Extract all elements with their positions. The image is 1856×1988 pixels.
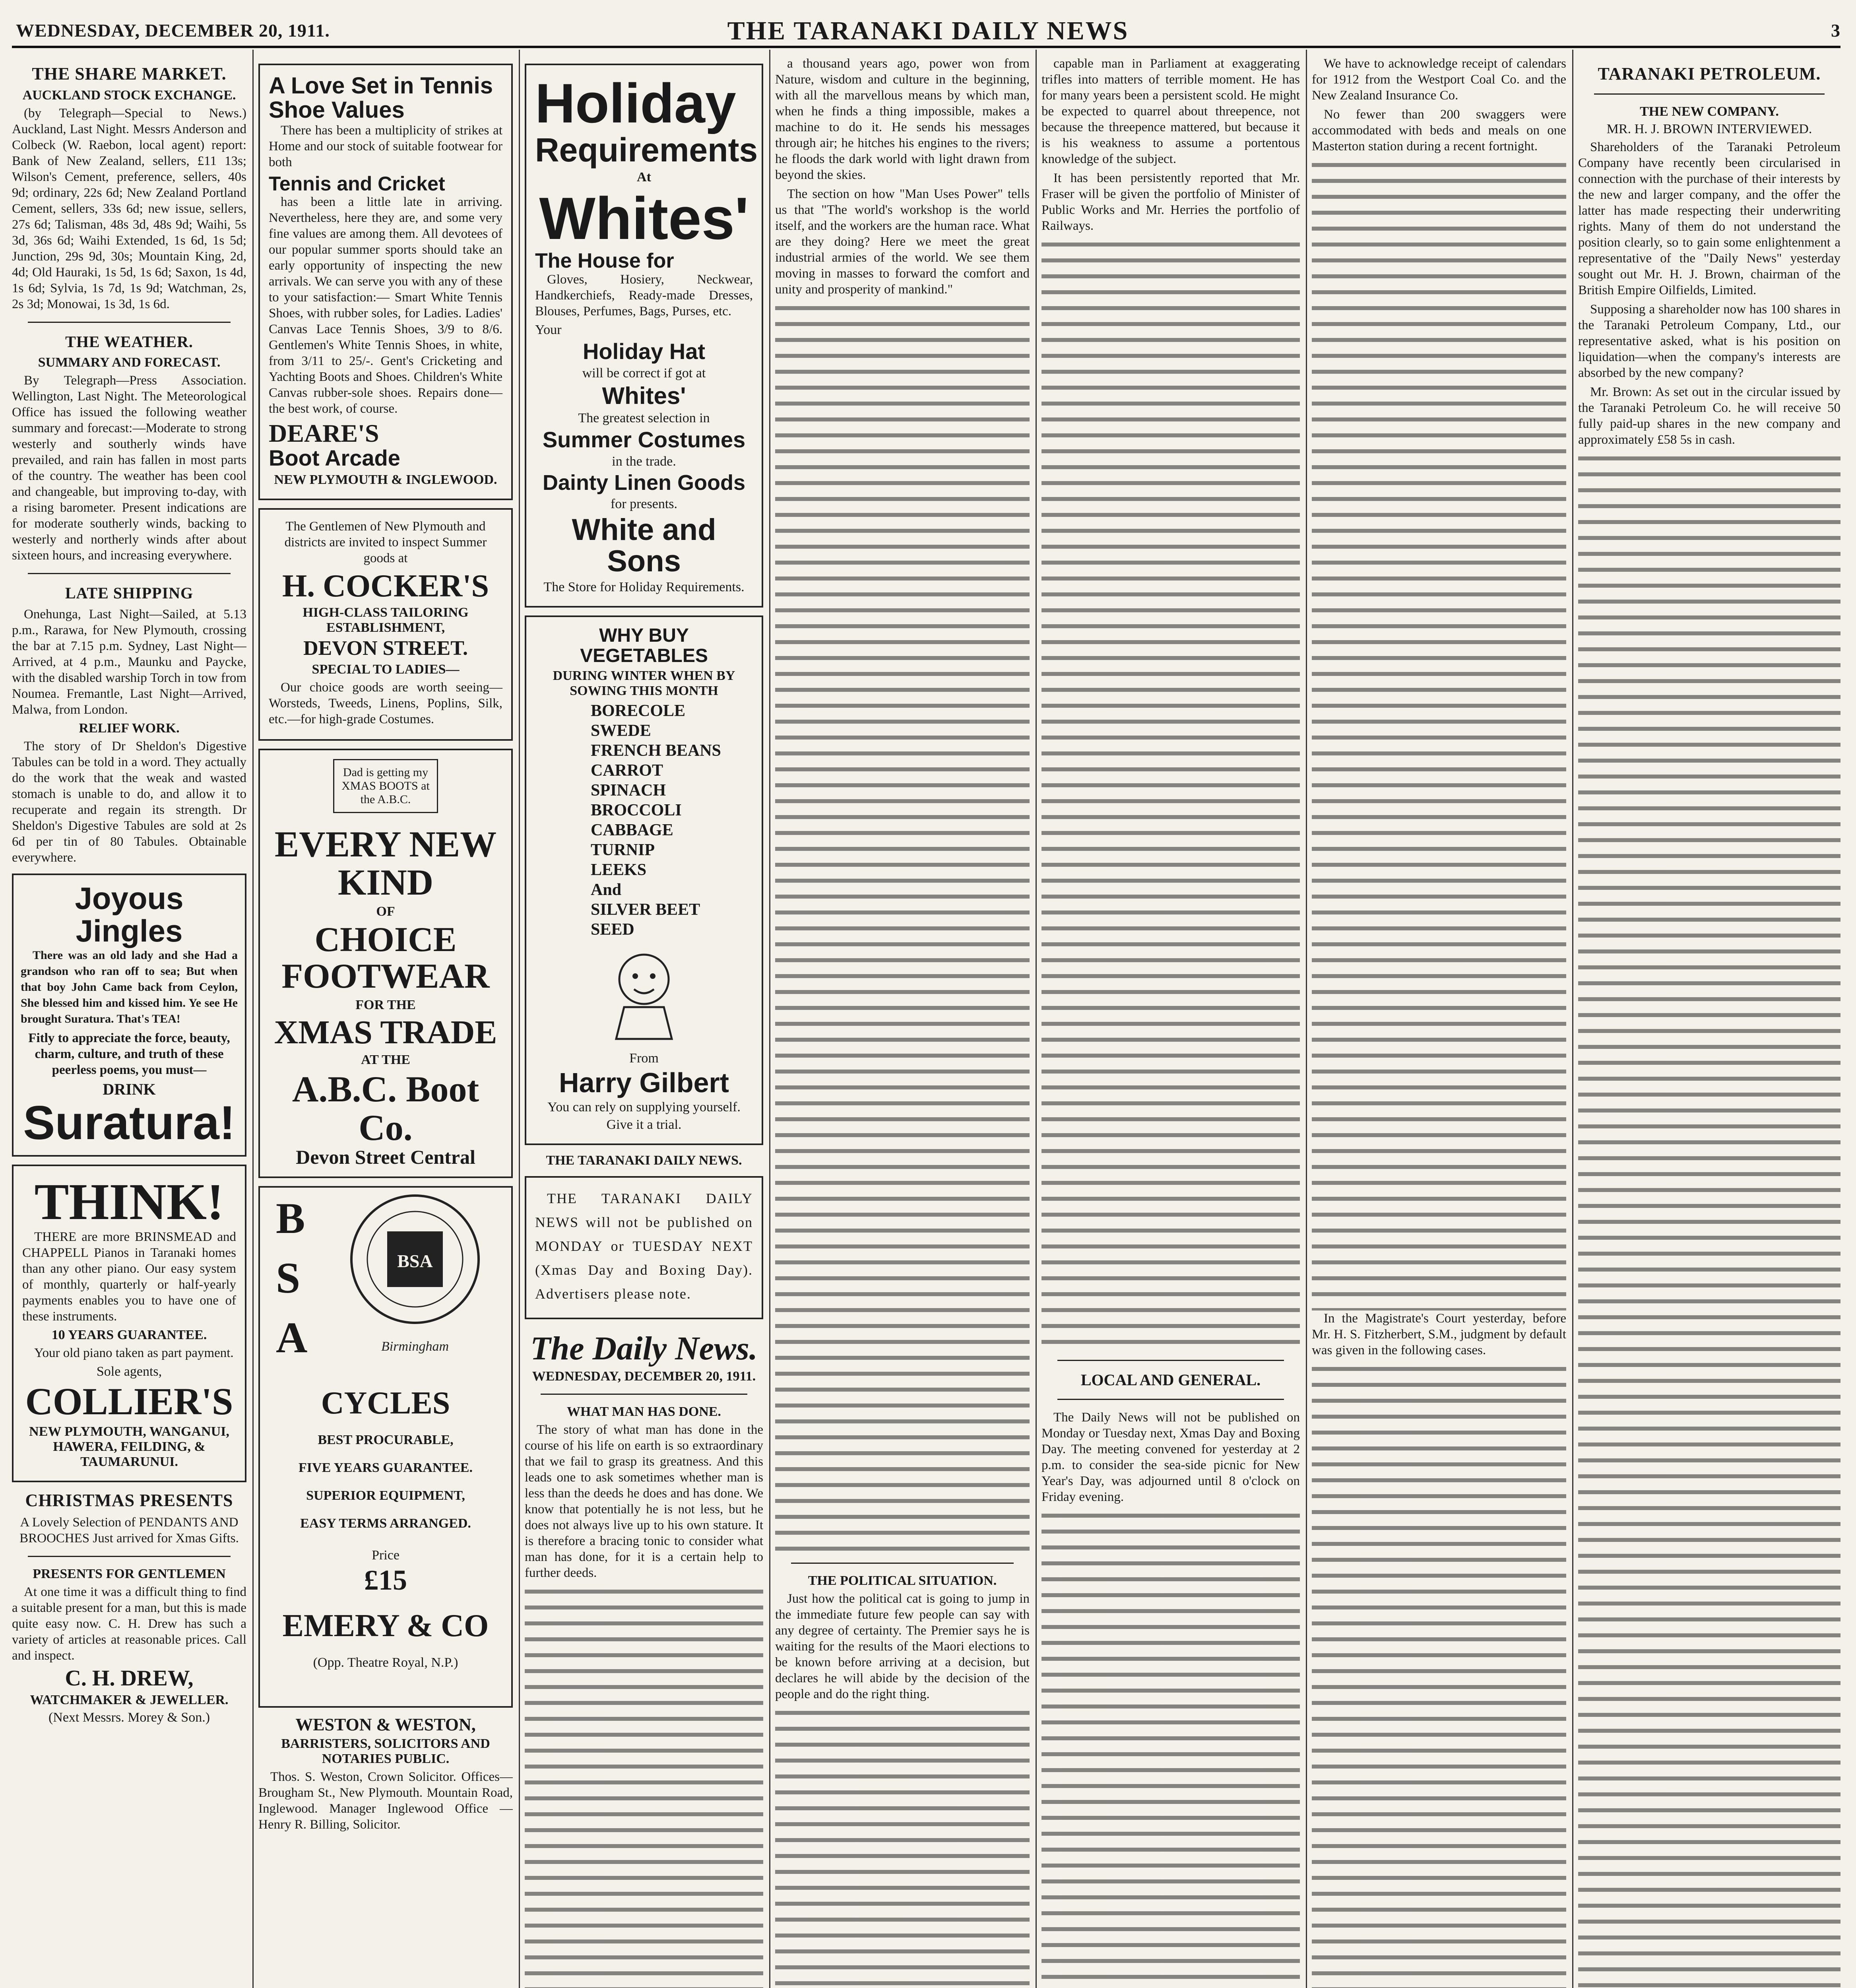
separator xyxy=(791,1563,1014,1564)
vegetable-item: FRENCH BEANS xyxy=(591,741,721,760)
your-label: Your xyxy=(535,322,562,338)
vegetable-item: BROCCOLI xyxy=(591,801,682,819)
political-continued-a: capable man in Parliament at exaggerating trifles into matters of terrible moment. He has for many years been a persistent scold. He might be expected to quarrel about threepence, not because the threepence mattered, but because it is his weakness to assume a portentous knowledge of the subject. xyxy=(1041,56,1300,166)
column-5 xyxy=(1041,56,1300,1988)
vegetable-item: SEED xyxy=(591,920,634,939)
colliers-advert xyxy=(12,1165,246,1482)
dainty-linen: Dainty Linen Goods xyxy=(542,470,746,495)
weather-report: By Telegraph—Press Association. Wellington, Last Night. The Meteorological Office has issued the following weather summary and forecast:—Moderate to strong westerly and southerly winds have prevailed, and rain has fallen in most parts of the country. The weather has been cool and changeable, but improving to-day, with a rising barometer. Present indications are for moderate southerly winds, backing to westerly and northerly winds after about sixteen hours, and increasing everywhere. xyxy=(12,373,246,563)
gentlemen-text: At one time it was a difficult thing to find a suitable present for a man, but this is made quite easy now. C. H. Drew has such a variety of articles at reasonable prices. Call and inspect. xyxy=(12,1585,246,1663)
separator xyxy=(1594,93,1825,95)
what-man-text: The story of what man has done in the course of his life on earth is so extraordinary that we fail to grasp its greatness. And this leads one to ask sometimes whether man is less than the deeds he does and has done. We know that potentially he is not less, but he does not always live up to his own stature. It is therefore a bracing tonic to consider what man has done, for it is a certain help to further deeds. xyxy=(525,1422,763,1580)
column-6 xyxy=(1312,56,1566,1988)
whites-brand: Whites' xyxy=(539,185,749,252)
for-the-label: FOR THE xyxy=(355,997,416,1012)
what-man-heading: WHAT MAN HAS DONE. xyxy=(567,1404,721,1419)
svg-text:BSA: BSA xyxy=(397,1250,433,1271)
petroleum-heading: TARANAKI PETROLEUM. xyxy=(1598,64,1821,83)
separator xyxy=(1057,1399,1284,1400)
bsa-letter-b: B xyxy=(276,1194,305,1242)
colliers-towns: NEW PLYMOUTH, WANGANUI, HAWERA, FEILDING, & TAUMARUNUI. xyxy=(29,1424,229,1470)
vegetable-item: BORECOLE xyxy=(591,701,686,720)
magistrate-note: In the Magistrate's Court yesterday, before Mr. H. S. Fitzherbert, S.M., judgment by default was given in the following cases. xyxy=(1312,1311,1566,1357)
rely-text: You can rely on supplying yourself. xyxy=(547,1100,741,1115)
bsa-letter-s: S xyxy=(276,1253,301,1302)
tdn-notice-heading: THE TARANAKI DAILY NEWS. xyxy=(546,1153,742,1168)
tdn-notice-box xyxy=(525,1176,763,1319)
editorial-text-b: The section on how "Man Uses Power" tells us that "The world's workshop is the world itself, and the workers are the human race. What are they doing? Here we meet the great industrial armies of the world. We see them moving in masses to forward the comfort and unity and prosperity of mankind." xyxy=(775,187,1030,297)
whites-brand-2: Whites' xyxy=(602,382,686,410)
column-divider xyxy=(1036,50,1037,1988)
devon-central: Devon Street Central xyxy=(296,1146,475,1169)
every-new-kind: EVERY NEW KIND xyxy=(274,823,497,903)
deares-name: DEARE'S xyxy=(269,419,379,448)
interview-subhead: MR. H. J. BROWN INTERVIEWED. xyxy=(1606,122,1812,136)
page-header xyxy=(0,16,1856,44)
drink-label: DRINK xyxy=(103,1080,156,1098)
at-the-label: AT THE xyxy=(361,1052,410,1068)
political-body xyxy=(775,1705,1030,1988)
share-market-heading: THE SHARE MARKET. xyxy=(32,64,227,83)
separator xyxy=(1057,1360,1284,1361)
deares-advert xyxy=(258,64,513,500)
in-trade: in the trade. xyxy=(612,454,676,469)
vegetable-item: TURNIP xyxy=(591,841,655,859)
stock-exchange-subhead: AUCKLAND STOCK EXCHANGE. xyxy=(22,88,236,103)
correct-text: will be correct if got at xyxy=(582,366,706,381)
emery-bsa-advert xyxy=(258,1186,513,1708)
cycles-heading: CYCLES xyxy=(321,1385,450,1421)
choice-footwear: CHOICE FOOTWEAR xyxy=(281,920,490,996)
store-text: The Store for Holiday Requirements. xyxy=(543,580,745,595)
think-heading: THINK! xyxy=(34,1173,224,1231)
sole-agents: Sole agents, xyxy=(96,1364,162,1379)
swaggers-note: No fewer than 200 swaggers were accommodated with beds and meals on one Masterton station during a recent fortnight. xyxy=(1312,107,1566,153)
local-general-heading: LOCAL AND GENERAL. xyxy=(1080,1371,1261,1389)
xmas-presents-text: A Lovely Selection of PENDANTS AND BROOCHES Just arrived for Xmas Gifts. xyxy=(19,1515,239,1546)
column-4 xyxy=(775,56,1030,1988)
suratura-brand: Suratura! xyxy=(23,1096,235,1149)
column-2 xyxy=(258,56,513,1988)
why-buy-heading: WHY BUY VEGETABLES xyxy=(580,625,708,666)
colliers-name: COLLIER'S xyxy=(25,1380,233,1423)
vegetable-item: SPINACH xyxy=(591,781,666,800)
from-label: From xyxy=(629,1050,659,1066)
gentlemen-heading: PRESENTS FOR GENTLEMEN xyxy=(33,1567,226,1582)
page-number: 3 xyxy=(1831,20,1840,41)
editorial-body xyxy=(775,301,1030,1553)
jingles-heading: Joyous Jingles xyxy=(75,881,184,948)
bsa-letter-a: A xyxy=(276,1313,308,1362)
column-divider xyxy=(769,50,770,1988)
at-label: At xyxy=(637,170,651,185)
weston-text: Thos. S. Weston, Crown Solicitor. Offices—Brougham St., New Plymouth. Mountain Road, Inglewood. Manager Inglewood Office — Henry R. Billing, Solicitor. xyxy=(258,1769,513,1832)
column-divider xyxy=(1572,50,1573,1988)
relief-heading: RELIEF WORK. xyxy=(79,721,180,736)
political-heading: THE POLITICAL SITUATION. xyxy=(808,1573,997,1588)
ladies-heading: SPECIAL TO LADIES— xyxy=(312,662,460,677)
summer-costumes: Summer Costumes xyxy=(542,427,746,452)
boot-arcade: Boot Arcade xyxy=(269,445,400,471)
svg-text:Birmingham: Birmingham xyxy=(381,1339,449,1354)
holiday-hat: Holiday Hat xyxy=(582,339,706,364)
of-label: OF xyxy=(376,904,395,919)
stock-report: (by Telegraph—Special to News.) Auckland, Last Night. Messrs Anderson and Colbeck (W. Raebon, local agent) report: Bank of New Zealand, sellers, £11 13s; Wilson's Cement, preference, sellers, 40s 9d; ordinary, 22s 6d; New Zealand Portland Cement, sellers, 33s 6d; new issue, sellers, 27s 6d; Talisman, 48s 3d, 48s 9d; Waihi, 5s 3d, 36s 6d; Waihi Extended, 1s 6d, 1s 5d; Junction, 29s 9d, 30s; Mountain King, 2d, 4d; Old Hauraki, 1s 5d, 1s 6d; Saxon, 1s 4d, 1s 6d; Sylvia, 1s 7d, 1s 9d; Watchman, 2s, 2s 3d; Monowai, 1s 3d, 1s 6d. xyxy=(12,106,246,311)
court-notes-body xyxy=(1312,1361,1566,1988)
separator xyxy=(28,322,231,323)
white-and-sons: White and Sons xyxy=(572,513,716,579)
column-3 xyxy=(525,56,763,1988)
gilbert-advert xyxy=(525,615,763,1145)
abc-boot-co: A.B.C. Boot Co. xyxy=(292,1069,479,1148)
price-label: Price xyxy=(372,1547,400,1563)
tennis-details: has been a little late in arriving. Nevertheless, here they are, and some very fine values are among them. All devotees of our popular summer sports should take an early opportunity of inspecting the new arrivals. We can serve you with any of these to your satisfaction:— Smart White Tennis Shoes, with rubber soles, for Ladies. Ladies' Canvas Lace Tennis Shoes, 3/9 to 8/6. Gentlemen's White Tennis Shoes, in white, from 3/11 to 25/-. Gent's Cricketing and Yachting Boots and Shoes. Children's White Canvas rubber-sole shoes. Repairs done—the best work, of course. xyxy=(269,195,502,416)
price-value: £15 xyxy=(364,1564,407,1596)
easy-terms: EASY TERMS ARRANGED. xyxy=(300,1516,471,1531)
requirements-heading: Requirements xyxy=(535,131,758,169)
editorial-continued xyxy=(525,1584,763,1988)
love-set-heading: A Love Set in Tennis Shoe Values xyxy=(269,73,493,123)
vegetable-item: CABBAGE xyxy=(591,821,673,839)
jingles-appreciate: Fitly to appreciate the force, beauty, charm, culture, and truth of these peerless poems, you must— xyxy=(28,1031,230,1077)
for-presents: for presents. xyxy=(610,496,678,511)
local-general-text: The Daily News will not be published on Monday or Tuesday next, Xmas Day and Boxing Day. The meeting convened for yesterday at 2 p.m. to consider the sea-side picnic for New Year's Day, was adjourned until 8 o'clock on Friday evening. xyxy=(1041,1410,1300,1504)
calendars-note: We have to acknowledge receipt of calendars for 1912 from the Westport Coal Co. and the New Zealand Insurance Co. xyxy=(1312,56,1566,103)
weather-heading: THE WEATHER. xyxy=(65,333,193,351)
emery-address: (Opp. Theatre Royal, N.P.) xyxy=(313,1655,458,1670)
shipping-heading: LATE SHIPPING xyxy=(65,584,194,602)
column-7 xyxy=(1578,56,1840,1988)
xmas-presents-heading: CHRISTMAS PRESENTS xyxy=(25,1491,233,1510)
piano-text: THERE are more BRINSMEAD and CHAPPELL Pianos in Taranaki homes than any other piano. Our easy system of monthly, quarterly or half-yearly payments enables you to have one of these instruments. xyxy=(22,1230,236,1324)
give-trial: Give it a trial. xyxy=(606,1117,682,1132)
header-rule xyxy=(12,46,1840,48)
vegetable-item: SILVER BEET xyxy=(591,900,700,919)
cocker-name: H. COCKER'S xyxy=(282,569,489,604)
emery-name: EMERY & CO xyxy=(282,1608,489,1643)
whites-advert xyxy=(525,64,763,608)
drew-address: (Next Messrs. Morey & Son.) xyxy=(48,1710,210,1725)
local-notes-body xyxy=(1312,157,1566,1310)
political-text: Just how the political cat is going to jump in the immediate future few people can say with any degree of certainty. The Premier says he is waiting for the results of the Maori elections to be known before arriving at a decision, but declares he will abide by the decision of the people and do the right thing. xyxy=(775,1592,1030,1701)
column-divider xyxy=(1306,50,1307,1988)
vegetable-item: And xyxy=(591,880,622,899)
tennis-cricket: Tennis and Cricket xyxy=(269,172,445,195)
house-items: Gloves, Hosiery, Neckwear, Handkerchiefs, Ready-made Dresses, Blouses, Perfumes, Bags, Purses, etc. xyxy=(535,272,753,319)
cocker-intro: The Gentlemen of New Plymouth and districts are invited to inspect Summer goods at xyxy=(284,519,487,566)
newspaper-title: THE TARANAKI DAILY NEWS xyxy=(727,16,1129,45)
separator xyxy=(28,573,231,574)
deares-address: NEW PLYMOUTH & INGLEWOOD. xyxy=(274,472,497,487)
bsa-logo-icon xyxy=(339,1192,491,1378)
column-divider xyxy=(519,50,520,1988)
vegetable-list xyxy=(535,701,753,940)
masthead: The Daily News. xyxy=(530,1330,758,1367)
best-procurable: BEST PROCURABLE, xyxy=(318,1432,454,1447)
political-continued-body xyxy=(1041,237,1300,1350)
weston-name: WESTON & WESTON, xyxy=(295,1714,476,1734)
vegetable-item: SWEDE xyxy=(591,721,651,740)
cocker-advert xyxy=(258,508,513,741)
separator xyxy=(28,1556,231,1557)
tennis-intro: There has been a multiplicity of strikes at Home and our stock of suitable footwear for both xyxy=(269,123,502,169)
issue-date: WEDNESDAY, DECEMBER 20, 1911. xyxy=(16,20,330,41)
vegetable-item: LEEKS xyxy=(591,860,647,879)
cocker-subhead: HIGH-CLASS TAILORING ESTABLISHMENT, xyxy=(303,605,469,635)
greatest-text: The greatest selection in xyxy=(578,411,710,426)
political-continued-b: It has been persistently reported that Mr. Fraser will be given the portfolio of Minister of Public Works and Mr. Herries the portfolio of Railways. xyxy=(1041,171,1300,233)
masthead-date: WEDNESDAY, DECEMBER 20, 1911. xyxy=(532,1369,756,1384)
weston-subhead: BARRISTERS, SOLICITORS AND NOTARIES PUBLIC. xyxy=(281,1736,490,1766)
house-for: The House for xyxy=(535,249,674,272)
shipping-report: Onehunga, Last Night—Sailed, at 5.13 p.m., Rarawa, for New Plymouth, crossing the bar at 7.15 p.m. Sydney, Last Night—Arrived, at 4 p.m., Maunku and Paycke, with the disabled warship Torch in tow from Noumea. Fremantle, Last Night—Arrived, Malwa, from London. xyxy=(12,607,246,717)
old-piano-text: Your old piano taken as part payment. xyxy=(34,1346,234,1361)
child-illustration-icon xyxy=(600,947,688,1043)
local-general-body xyxy=(1041,1508,1300,1988)
petroleum-interview-body xyxy=(1578,451,1840,1988)
ladies-text: Our choice goods are worth seeing—Worsteds, Tweeds, Linens, Poplins, Silk, etc.—for high-grade Costumes. xyxy=(269,680,502,726)
new-company-subhead: THE NEW COMPANY. xyxy=(1640,104,1779,119)
xmas-trade: XMAS TRADE xyxy=(274,1013,497,1051)
drew-name: C. H. DREW, xyxy=(65,1666,194,1691)
petroleum-text-c: Mr. Brown: As set out in the circular issued by the Taranaki Petroleum Co. he will receive 50 fully paid-up shares in the new company and approximately £58 5s in cash. xyxy=(1578,385,1840,447)
petroleum-text-b: Supposing a shareholder now has 100 shares in the Taranaki Petroleum Company, Ltd., our representative asked, what is his position on liquidation—when the company's interests are absorbed by the new company? xyxy=(1578,302,1840,380)
drew-trade: WATCHMAKER & JEWELLER. xyxy=(30,1692,229,1707)
abc-advert xyxy=(258,749,513,1178)
five-years-guarantee: FIVE YEARS GUARANTEE. xyxy=(299,1460,473,1475)
dad-boots-box: Dad is getting my XMAS BOOTS at the A.B.C. xyxy=(333,759,438,813)
editorial-text-a: a thousand years ago, power won from Nature, wisdom and culture in the beginning, with all the marvellous means by which man, when he finds a thing impossible, makes a machine to do it. He sends his messages through air; he hitches his engines to the rivers; he floods the dark world with light drawn from beyond the skies. xyxy=(775,56,1030,182)
tdn-notice-text: THE TARANAKI DAILY NEWS will not be published on MONDAY or TUESDAY NEXT (Xmas Day and Boxing Day). Advertisers please note. xyxy=(535,1190,753,1302)
relief-text: The story of Dr Sheldon's Digestive Tabules can be told in a word. They actually do the work that the weak and wasted stomach is unable to do, and allow it to recuperate and regain its strength. Dr Sheldon's Digestive Tabules are sold at 2s 6d per tin of 80 Tabules. Obtainable everywhere. xyxy=(12,739,246,865)
superior-equipment: SUPERIOR EQUIPMENT, xyxy=(306,1488,465,1503)
jingles-verse: There was an old lady and she Had a grandson who ran off to sea; But when that boy John Came back from Ceylon, She blessed him and kissed him. Ye see He brought Suratura. That's TEA! xyxy=(21,948,238,1025)
guarantee-text: 10 YEARS GUARANTEE. xyxy=(51,1328,207,1343)
devon-street: DEVON STREET. xyxy=(303,637,468,660)
weather-subhead: SUMMARY AND FORECAST. xyxy=(38,355,221,370)
column-1 xyxy=(12,56,246,1988)
vegetable-item: CARROT xyxy=(591,761,663,780)
column-divider xyxy=(252,50,254,1988)
holiday-heading: Holiday xyxy=(535,72,736,134)
separator xyxy=(541,1394,747,1395)
petroleum-text-a: Shareholders of the Taranaki Petroleum Company have recently been circularised in connection with the purchase of their interests by the new and larger company, and the offer the latter has made respecting their underwriting rights. Many of them do not understand the position clearly, so to gain some enlightenment a representative of the "Daily News" yesterday sought out Mr. H. J. Brown, chairman of the British Empire Oilfields, Limited. xyxy=(1578,140,1840,297)
harry-gilbert: Harry Gilbert xyxy=(559,1067,729,1098)
during-winter: DURING WINTER WHEN BY SOWING THIS MONTH xyxy=(553,668,735,698)
suratura-advert xyxy=(12,874,246,1157)
